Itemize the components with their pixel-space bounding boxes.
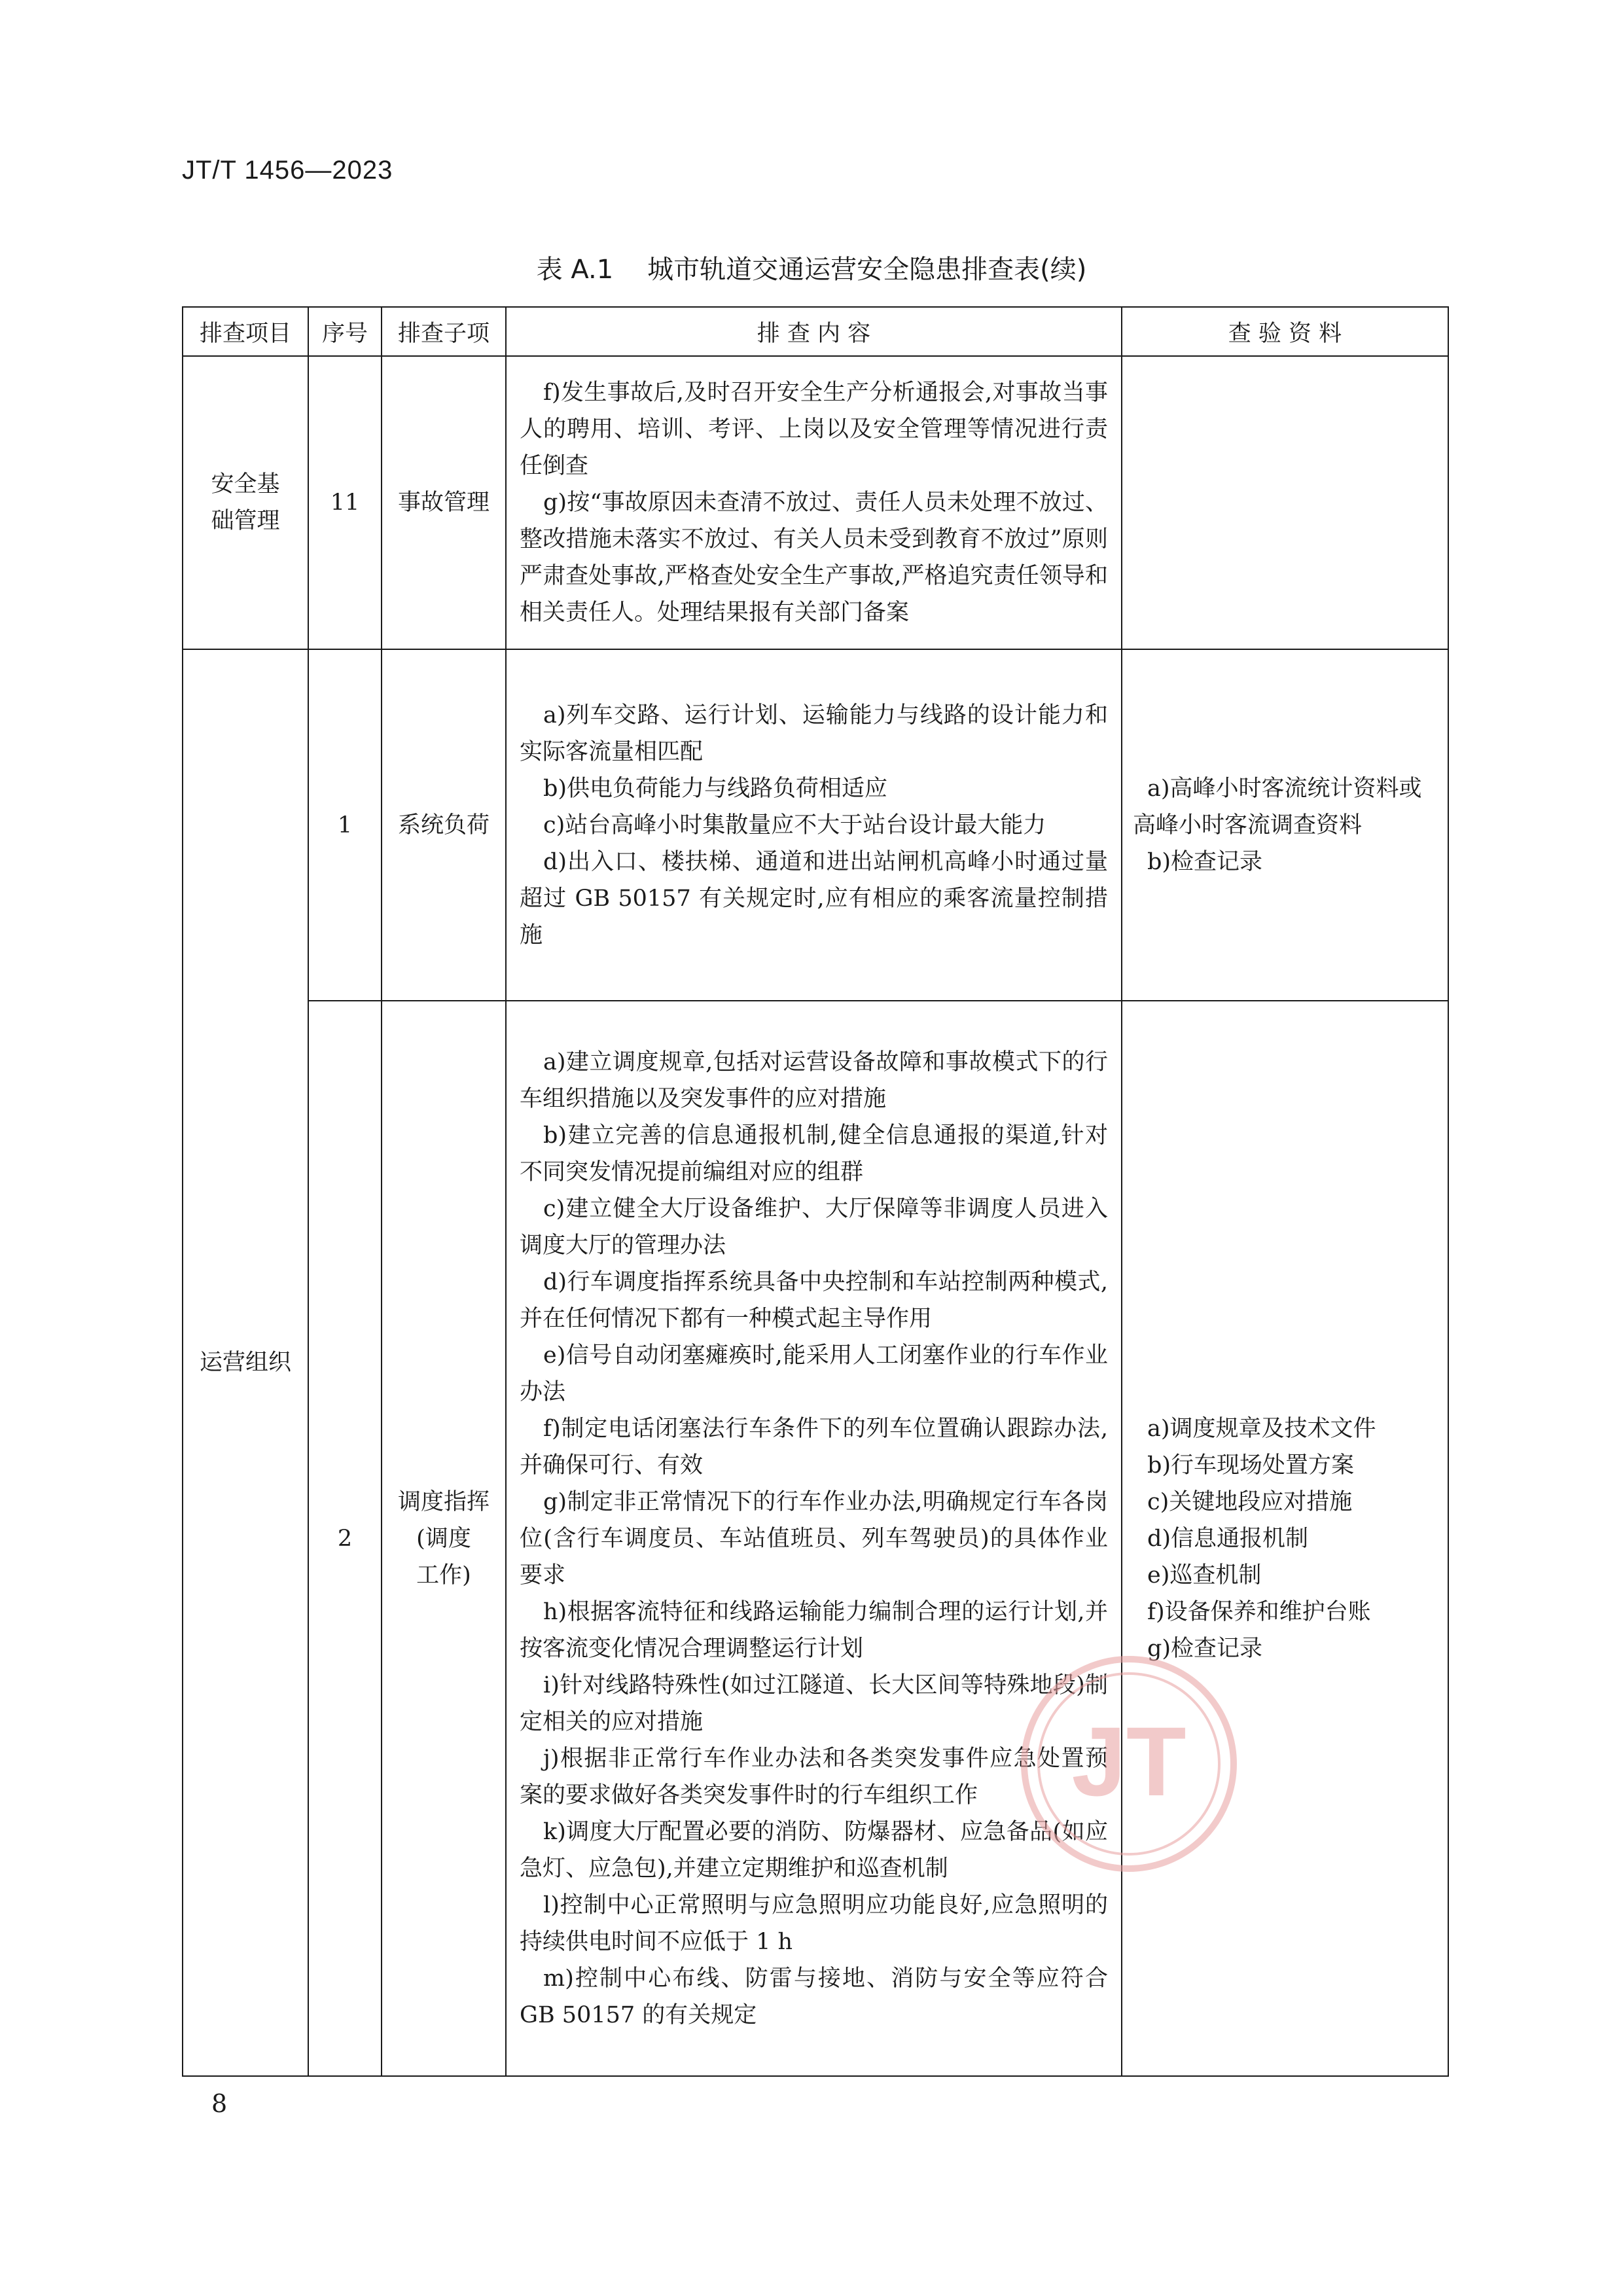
number-cell: 11 <box>308 356 382 649</box>
table-title-label: 表 A.1 <box>536 255 614 285</box>
table-row <box>183 1001 1448 2076</box>
category-label: 安全基础管理 <box>211 471 280 534</box>
table-row <box>183 356 1448 649</box>
content-paragraph: g)按“事故原因未查清不放过、责任人员未处理不放过、整改措施未落实不放过、有关人员未受到教育不放过”原则严肃查处事故,严格查处安全生产事故,严格追究责任领导和相关责任人。处理结果报有关部门备案 <box>520 490 1108 626</box>
table-row <box>183 649 1448 1001</box>
table-header-row <box>183 307 1448 356</box>
subitem-cell: 事故管理 <box>382 356 506 649</box>
content-paragraph: a)列车交路、运行计划、运输能力与线路的设计能力和实际客流量相匹配 <box>520 702 1108 765</box>
reference-cell <box>1122 649 1448 1001</box>
content-paragraph: k)调度大厅配置必要的消防、防爆器材、应急备品(如应急灯、应急包),并建立定期维护和巡查机制 <box>520 1818 1108 1882</box>
number-cell: 2 <box>308 1001 382 2076</box>
column-header-no: 序号 <box>308 307 382 356</box>
table-title <box>0 249 1623 286</box>
standard-code: JT/T 1456—2023 <box>182 156 393 185</box>
content-paragraph: d)出入口、楼扶梯、通道和进出站闸机高峰小时通过量超过 GB 50157 有关规定时,应有相应的乘客流量控制措施 <box>520 848 1108 948</box>
jt-watermark-stamp-icon <box>1018 1653 1240 1875</box>
content-paragraph: l)控制中心正常照明与应急照明应功能良好,应急照明的持续供电时间不应低于 1 h <box>520 1892 1108 1955</box>
content-paragraph: c)站台高峰小时集散量应不大于站台设计最大能力 <box>543 812 1046 838</box>
reference-item: e)巡查机制 <box>1147 1562 1262 1588</box>
content-paragraph: b)建立完善的信息通报机制,健全信息通报的渠道,针对不同突发情况提前编组对应的组群 <box>520 1122 1108 1185</box>
content-cell <box>506 356 1122 649</box>
content-paragraph: j)根据非正常行车作业办法和各类突发事件应急处置预案的要求做好各类突发事件时的行车组织工作 <box>520 1745 1108 1808</box>
content-paragraph: i)针对线路特殊性(如过江隧道、长大区间等特殊地段)制定相关的应对措施 <box>520 1672 1108 1735</box>
reference-item: b)检查记录 <box>1147 848 1263 875</box>
reference-item: a)高峰小时客流统计资料或高峰小时客流调查资料 <box>1133 775 1422 838</box>
content-paragraph: h)根据客流特征和线路运输能力编制合理的运行计划,并按客流变化情况合理调整运行计划 <box>520 1598 1108 1662</box>
reference-item: a)调度规章及技术文件 <box>1147 1415 1376 1442</box>
subitem-line: 工作) <box>416 1562 471 1588</box>
subitem-cell: 系统负荷 <box>382 649 506 1001</box>
reference-item: c)关键地段应对措施 <box>1147 1488 1353 1515</box>
content-paragraph: a)建立调度规章,包括对运营设备故障和事故模式下的行车组织措施以及突发事件的应对措施 <box>520 1049 1108 1112</box>
column-header-reference: 查 验 资 料 <box>1122 307 1448 356</box>
stamp-text: JT <box>1071 1706 1186 1816</box>
content-cell <box>506 1001 1122 2076</box>
reference-item: b)行车现场处置方案 <box>1147 1452 1355 1479</box>
category-cell <box>183 356 308 649</box>
reference-item: d)信息通报机制 <box>1147 1525 1309 1552</box>
content-paragraph: b)供电负荷能力与线路负荷相适应 <box>543 775 888 802</box>
hazard-inspection-table <box>182 306 1449 2077</box>
content-paragraph: d)行车调度指挥系统具备中央控制和车站控制两种模式,并在任何情况下都有一种模式起主导作用 <box>520 1268 1108 1332</box>
category-cell: 运营组织 <box>183 649 308 2076</box>
page-number: 8 <box>211 2089 228 2118</box>
content-paragraph: c)建立健全大厅设备维护、大厅保障等非调度人员进入调度大厅的管理办法 <box>520 1195 1108 1259</box>
reference-item: g)检查记录 <box>1147 1635 1263 1662</box>
column-header-content: 排 查 内 容 <box>506 307 1122 356</box>
content-cell <box>506 649 1122 1001</box>
subitem-line: 调度指挥 <box>397 1488 490 1515</box>
content-paragraph: f)发生事故后,及时召开安全生产分析通报会,对事故当事人的聘用、培训、考评、上岗以及安全管理等情况进行责任倒查 <box>520 380 1108 479</box>
table-title-text: 城市轨道交通运营安全隐患排查表(续) <box>647 255 1087 285</box>
content-paragraph: f)制定电话闭塞法行车条件下的列车位置确认跟踪办法,并确保可行、有效 <box>520 1415 1108 1479</box>
column-header-subitem: 排查子项 <box>382 307 506 356</box>
content-paragraph: g)制定非正常情况下的行车作业办法,明确规定行车各岗位(含行车调度员、车站值班员、列车驾驶员)的具体作业要求 <box>520 1488 1108 1588</box>
column-header-item: 排查项目 <box>183 307 308 356</box>
reference-cell <box>1122 356 1448 649</box>
content-paragraph: m)控制中心布线、防雷与接地、消防与安全等应符合 GB 50157 的有关规定 <box>520 1965 1108 2028</box>
number-cell: 1 <box>308 649 382 1001</box>
subitem-line: (调度 <box>416 1525 471 1552</box>
content-paragraph: e)信号自动闭塞瘫痪时,能采用人工闭塞作业的行车作业办法 <box>520 1342 1108 1405</box>
reference-cell <box>1122 1001 1448 2076</box>
subitem-cell <box>382 1001 506 2076</box>
reference-item: f)设备保养和维护台账 <box>1147 1598 1371 1625</box>
